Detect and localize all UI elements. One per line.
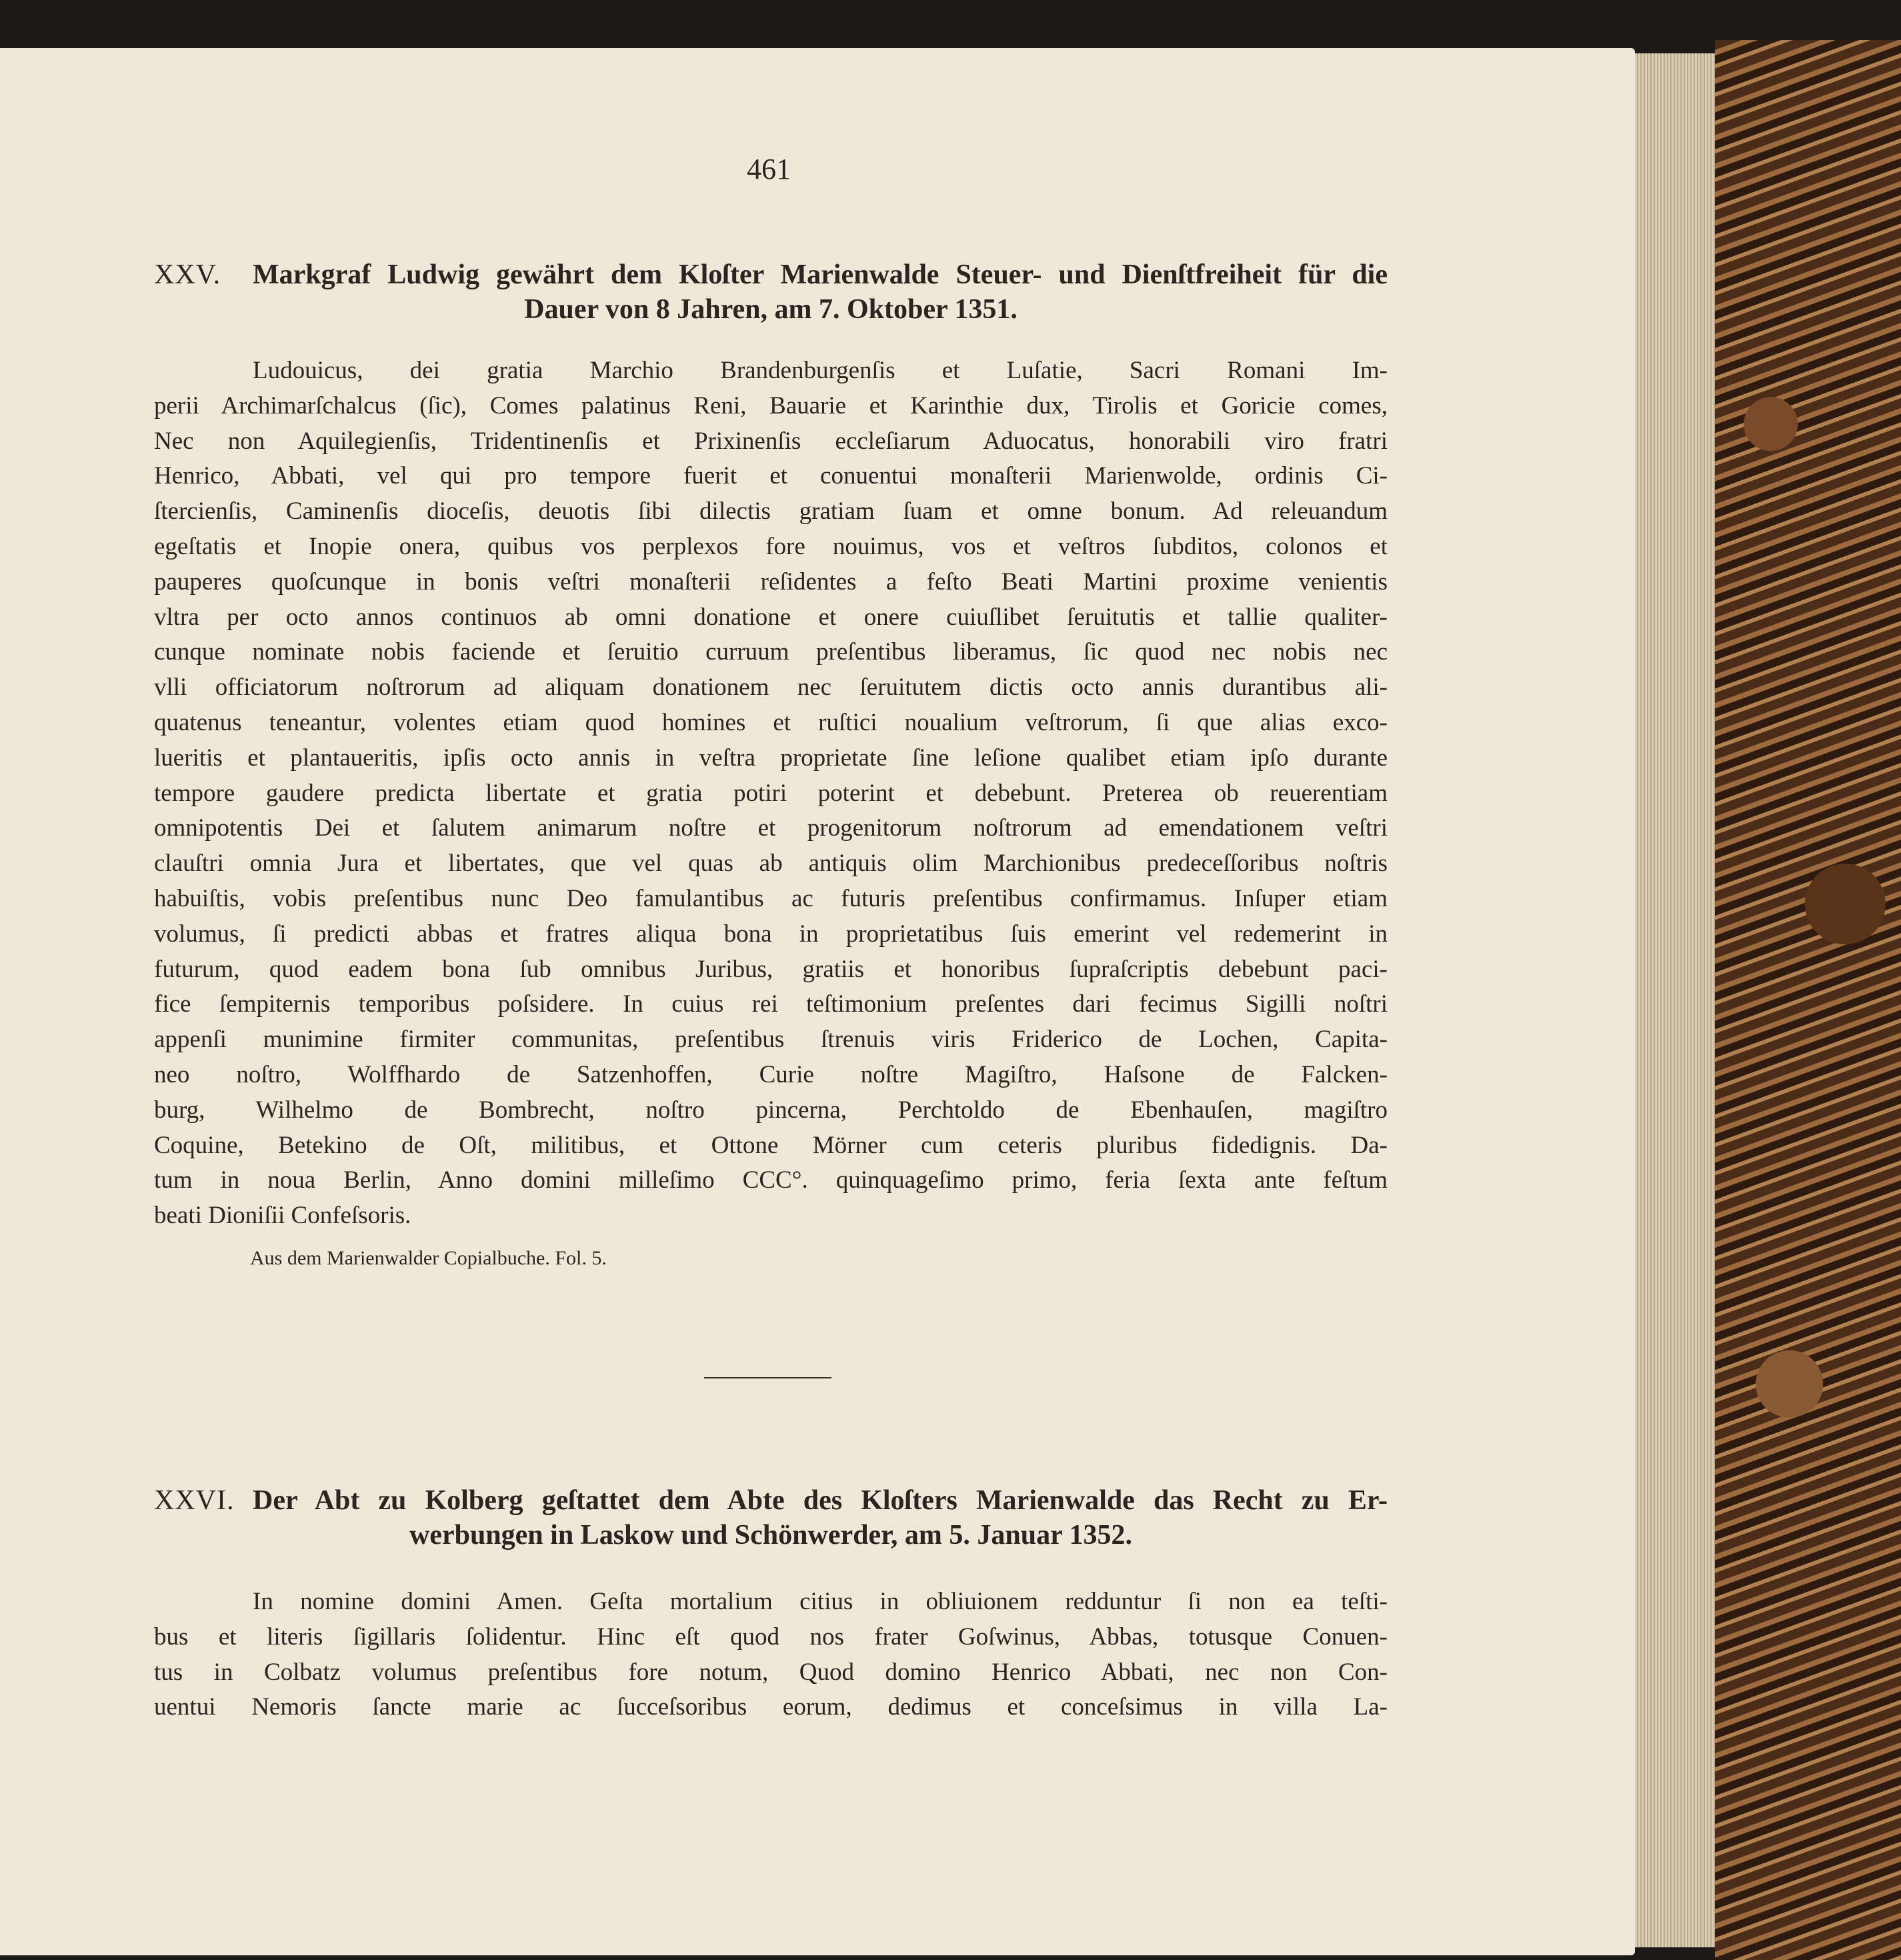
text-line: cunque nominate nobis faciende et ſeruitio curruum preſentibus liberamus, ſic quod nec nobis nec bbox=[154, 638, 1388, 666]
page-edges bbox=[1635, 53, 1715, 1947]
text-line: neo noſtro, Wolffhardo de Satzenhoffen, Curie noſtre Magiſtro, Haſsone de Falcken- bbox=[154, 1060, 1388, 1088]
text-line: bus et literis ſigillaris ſolidentur. Hinc eſt quod nos frater Goſwinus, Abbas, totusque Conuen- bbox=[154, 1623, 1388, 1651]
text-line: egeſtatis et Inopie onera, quibus vos perplexos fore nouimus, vos et veſtros ſubditos, colonos et bbox=[154, 532, 1388, 560]
text-line: appenſi munimine firmiter communitas, preſentibus ſtrenuis viris Friderico de Lochen, Capita- bbox=[154, 1026, 1388, 1054]
text-line: omnipotentis Dei et ſalutem animarum noſtre et progenitorum noſtrorum ad emendationem veſtri bbox=[154, 814, 1388, 842]
text-line: Henrico, Abbati, vel qui pro tempore fuerit et conuentui monaſterii Marienwolde, ordinis Ci- bbox=[154, 462, 1388, 490]
text-line: Coquine, Betekino de Oſt, militibus, et Ottone Mörner cum ceteris pluribus fidedignis. Da- bbox=[154, 1131, 1388, 1159]
heading-line: Der Abt zu Kolberg geſtattet dem Abte des Kloſters Marienwalde das Recht zu Er- bbox=[253, 1485, 1388, 1516]
text-line: perii Archimarſchalcus (ſic), Comes palatinus Reni, Bauarie et Karinthie dux, Tirolis et Goricie comes, bbox=[154, 391, 1388, 419]
text-line: clauſtri omnia Jura et libertates, que vel quas ab antiquis olim Marchionibus predeceſſoribus noſtris bbox=[154, 850, 1388, 878]
text-line: futurum, quod eadem bona ſub omnibus Juribus, gratiis et honoribus ſupraſcriptis debebunt paci- bbox=[154, 955, 1388, 983]
text-line: ſtercienſis, Caminenſis dioceſis, deuotis ſibi dilectis gratiam ſuam et omne bonum. Ad releuandum bbox=[154, 498, 1388, 526]
text-line: vltra per octo annos continuos ab omni donatione et onere cuiuſlibet ſeruitutis et tallie qualiter- bbox=[154, 603, 1388, 631]
page-number: 461 bbox=[747, 153, 791, 185]
text-line: quatenus teneantur, volentes etiam quod homines et ruſtici noualium veſtrorum, ſi que alias exco- bbox=[154, 708, 1388, 736]
text-line: Nec non Aquilegienſis, Tridentinenſis et Prixinenſis eccleſiarum Aduocatus, honorabili viro fratri bbox=[154, 427, 1388, 455]
section-divider bbox=[704, 1377, 831, 1378]
source-note: Aus dem Marienwalder Copialbuche. Fol. 5. bbox=[250, 1247, 607, 1269]
text-line: vlli officiatorum noſtrorum ad aliquam donationem nec ſeruitutem dictis octo annis durantibus ali- bbox=[154, 674, 1388, 702]
text-line: tempore gaudere predicta libertate et gratia potiri poterint et debebunt. Preterea ob reuerentiam bbox=[154, 779, 1388, 807]
text-line: In nomine domini Amen. Geſta mortalium citius in obliuionem redduntur ſi non ea teſti- bbox=[253, 1588, 1388, 1615]
heading-line: Markgraf Ludwig gewährt dem Kloſter Marienwalde Steuer- und Dienſtfreiheit für die bbox=[253, 259, 1388, 290]
text-line: fice ſempiternis temporibus poſsidere. In cuius rei teſtimonium preſentes dari fecimus Sigilli noſtri bbox=[154, 990, 1388, 1018]
text-line: tum in noua Berlin, Anno domini milleſimo CCC°. quinquageſimo primo, feria ſexta ante feſtum bbox=[154, 1166, 1388, 1194]
marbled-cover bbox=[1715, 40, 1901, 1960]
section-body-xxv bbox=[154, 353, 1388, 1234]
text-line: lueritis et plantaueritis, ipſis octo annis in veſtra proprietate ſine leſione qualibet etiam ipſo durante bbox=[154, 744, 1388, 772]
text-line: uentui Nemoris ſancte marie ac ſucceſsoribus eorum, dedimus et conceſsimus in villa La- bbox=[154, 1693, 1388, 1721]
text-line: beati Dioniſii Confeſsoris. bbox=[154, 1202, 411, 1230]
heading-line: werbungen in Laskow und Schönwerder, am 5. Januar 1352. bbox=[409, 1520, 1133, 1551]
section-number: XXVI. bbox=[154, 1485, 235, 1516]
text-line: pauperes quoſcunque in bonis veſtri monaſterii reſidentes a feſto Beati Martini proxime venientis bbox=[154, 568, 1388, 596]
section-number: XXV. bbox=[154, 259, 221, 290]
heading-line: Dauer von 8 Jahren, am 7. Oktober 1351. bbox=[524, 294, 1018, 325]
section-body-xxvi bbox=[154, 1585, 1388, 1725]
text-line: Ludouicus, dei gratia Marchio Brandenburgenſis et Luſatie, Sacri Romani Im- bbox=[253, 357, 1388, 384]
text-line: burg, Wilhelmo de Bombrecht, noſtro pincerna, Perchtoldo de Ebenhauſen, magiſtro bbox=[154, 1096, 1388, 1124]
text-line: habuiſtis, vobis preſentibus nunc Deo famulantibus ac futuris preſentibus confirmamus. Inſuper etiam bbox=[154, 884, 1388, 912]
text-line: tus in Colbatz volumus preſentibus fore notum, Quod domino Henrico Abbati, nec non Con- bbox=[154, 1658, 1388, 1686]
text-line: volumus, ſi predicti abbas et fratres aliqua bona in proprietatibus ſuis emerint vel redemerint in bbox=[154, 920, 1388, 948]
section-heading-xxvi bbox=[154, 1483, 1388, 1553]
section-heading-xxv bbox=[154, 257, 1388, 327]
